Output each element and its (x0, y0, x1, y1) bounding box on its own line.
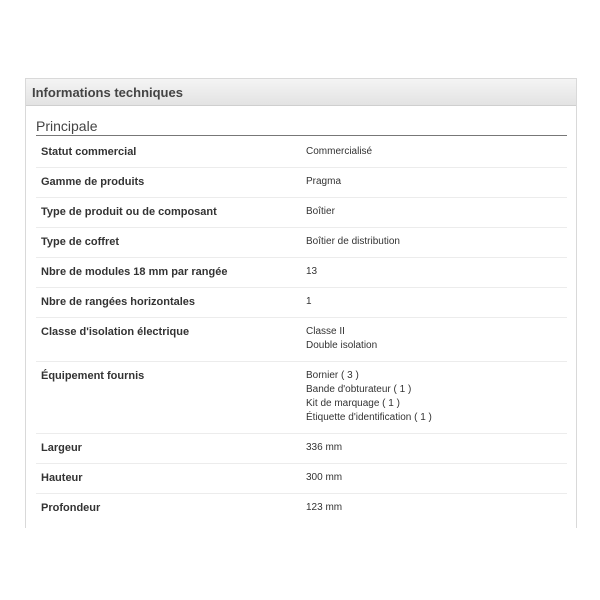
spec-values (306, 296, 567, 309)
spec-label: Type de coffret (41, 236, 120, 248)
spec-label: Largeur (41, 442, 82, 454)
spec-table (36, 138, 567, 523)
spec-label: Classe d'isolation électrique (41, 326, 190, 338)
spec-row-profondeur (36, 494, 567, 523)
spec-row-largeur (36, 434, 567, 464)
spec-label: Gamme de produits (41, 176, 145, 188)
spec-values (306, 442, 567, 455)
spec-values (306, 206, 567, 219)
spec-value: Classe II (306, 326, 345, 337)
spec-value: Bande d'obturateur ( 1 ) (306, 384, 412, 395)
spec-values (306, 326, 567, 353)
spec-values (306, 176, 567, 189)
spec-values (306, 146, 567, 159)
section-title: Principale (36, 119, 567, 136)
spec-label: Profondeur (41, 502, 101, 514)
spec-values (306, 370, 567, 425)
spec-values (306, 502, 567, 515)
spec-values (306, 266, 567, 279)
spec-value: 300 mm (306, 472, 343, 483)
spec-row-statut-commercial (36, 138, 567, 168)
spec-label: Statut commercial (41, 146, 137, 158)
spec-row-nbre-de-rangees (36, 288, 567, 318)
spec-value: 1 (306, 296, 312, 307)
spec-value: Boîtier (306, 206, 335, 217)
spec-value: 123 mm (306, 502, 343, 513)
spec-row-nbre-de-modules (36, 258, 567, 288)
spec-row-gamme-de-produits (36, 168, 567, 198)
technical-info-panel (25, 78, 577, 528)
spec-value: 336 mm (306, 442, 343, 453)
spec-label: Équipement fournis (41, 370, 145, 382)
spec-value: Double isolation (306, 340, 378, 351)
spec-row-classe-d-isolation (36, 318, 567, 362)
spec-row-type-de-produit (36, 198, 567, 228)
spec-value: Commercialisé (306, 146, 373, 157)
spec-value: Boîtier de distribution (306, 236, 400, 247)
spec-value: Kit de marquage ( 1 ) (306, 398, 400, 409)
spec-label: Hauteur (41, 472, 83, 484)
spec-value: 13 (306, 266, 318, 277)
spec-value: Étiquette d'identification ( 1 ) (306, 412, 432, 423)
spec-values (306, 236, 567, 249)
spec-label: Nbre de rangées horizontales (41, 296, 196, 308)
panel-title: Informations techniques (26, 79, 576, 106)
spec-label: Type de produit ou de composant (41, 206, 217, 218)
spec-row-hauteur (36, 464, 567, 494)
spec-row-type-de-coffret (36, 228, 567, 258)
spec-row-equipement-fournis (36, 362, 567, 434)
spec-label: Nbre de modules 18 mm par rangée (41, 266, 228, 278)
spec-value: Bornier ( 3 ) (306, 370, 359, 381)
spec-values (306, 472, 567, 485)
spec-value: Pragma (306, 176, 342, 187)
